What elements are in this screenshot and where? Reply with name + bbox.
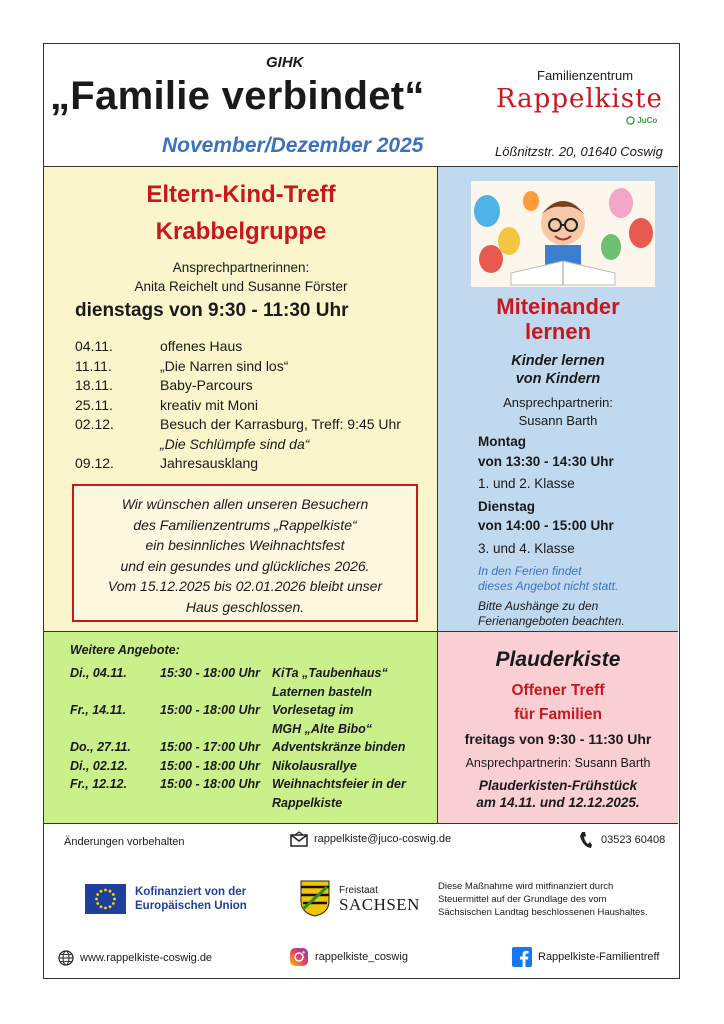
plauder-subtitle-1: Offener Treff	[511, 682, 605, 699]
notice-line: und ein gesundes und glückliches 2026.	[120, 557, 370, 574]
plauder-time: freitags von 9:30 - 11:30 Uhr	[464, 731, 652, 747]
juco-icon	[626, 116, 635, 125]
plauderkiste-section	[438, 632, 678, 824]
phone-contact[interactable]	[579, 831, 665, 849]
schedule-date: 18.11.	[75, 377, 113, 393]
funding-line: Diese Maßnahme wird mitfinanziert durch	[438, 881, 614, 892]
schedule-date	[75, 435, 160, 455]
schedule-text: offenes Haus	[160, 338, 243, 354]
notice-line: Haus geschlossen.	[185, 598, 305, 615]
schedule-row	[75, 357, 401, 377]
schedule-row	[75, 415, 401, 435]
krabbel-contact-label: Ansprechpartnerinnen:	[172, 260, 310, 275]
offer-date: Di., 02.12.	[70, 758, 128, 773]
monday-label: Montag	[478, 434, 526, 449]
child-reading-illustration	[471, 181, 655, 287]
eu-cofunding-logo	[85, 884, 247, 914]
krabbelgruppe-section	[44, 167, 438, 632]
rappelkiste-logo	[496, 84, 668, 130]
plauder-title: Plauderkiste	[495, 648, 621, 671]
offer-date	[70, 794, 160, 813]
eu-text	[135, 885, 247, 913]
holiday-note	[478, 564, 618, 594]
notice-line: Wir wünschen allen unseren Besuchern	[121, 496, 369, 512]
globe-icon	[58, 950, 74, 966]
lernen-sub-2: von Kindern	[515, 371, 601, 387]
krabbel-schedule	[75, 337, 401, 474]
breakfast-line: Plauderkisten-Frühstück	[478, 778, 638, 793]
monday-time: von 13:30 - 14:30 Uhr	[478, 454, 614, 469]
offer-date: Fr., 14.11.	[70, 703, 127, 717]
org-label: Familienzentrum	[537, 68, 634, 83]
monday-class: 1. und 2. Klasse	[478, 476, 575, 491]
plauder-breakfast	[438, 777, 678, 811]
offer-row	[70, 794, 406, 813]
header-kicker: GIHK	[266, 54, 304, 71]
logo-wordmark	[496, 84, 663, 114]
lernen-title-2: lernen	[524, 319, 592, 344]
lernen-sub-1: Kinder lernen	[511, 353, 605, 369]
facebook-link[interactable]	[512, 947, 659, 967]
offer-row	[70, 701, 406, 720]
krabbel-title-1: Eltern-Kind-Treff	[146, 181, 336, 208]
offer-row	[70, 720, 406, 739]
notice-line: Vom 15.12.2025 bis 02.01.2026 bleibt unser	[107, 578, 383, 594]
facebook-icon	[512, 947, 532, 967]
offer-row	[70, 683, 406, 702]
offer-activity: KiTa „Taubenhaus“	[272, 666, 388, 680]
eu-flag-icon	[85, 884, 126, 914]
juco-text: JuCo	[637, 116, 658, 125]
offer-activity: Rappelkiste	[272, 795, 343, 810]
saxony-small-text: Freistaat	[339, 885, 378, 896]
schedule-text: Baby-Parcours	[160, 377, 253, 393]
breakfast-line: am 14.11. und 12.12.2025.	[476, 795, 640, 810]
illustration-graphic	[471, 181, 655, 287]
offer-activity: Vorlesetag im	[272, 703, 354, 717]
offer-time: 15:00 - 18:00 Uhr	[160, 758, 261, 773]
plauder-subtitle-2: für Familien	[514, 706, 602, 723]
lernen-contact-label: Ansprechpartnerin:	[503, 395, 613, 410]
instagram-icon	[289, 947, 309, 967]
flyer-header	[44, 44, 678, 167]
email-address[interactable]: rappelkiste@juco-coswig.de	[314, 833, 452, 845]
krabbel-contact-names: Anita Reichelt und Susanne Förster	[134, 279, 348, 294]
address: Lößnitzstr. 20, 01640 Coswig	[495, 144, 663, 159]
offer-row	[70, 664, 406, 683]
plauder-contact: Ansprechpartnerin: Susann Barth	[465, 756, 651, 770]
weitere-list	[70, 664, 406, 812]
tuesday-class: 3. und 4. Klasse	[478, 541, 575, 556]
holiday-note-line: In den Ferien findet	[478, 564, 582, 578]
instagram-handle[interactable]: rappelkiste_coswig	[315, 951, 408, 963]
schedule-date: 11.11.	[75, 357, 112, 374]
schedule-date: 09.12.	[75, 455, 114, 471]
eu-stars	[85, 884, 126, 914]
saxony-coat-of-arms-icon	[299, 879, 331, 917]
website-url[interactable]: www.rappelkiste-coswig.de	[80, 952, 213, 964]
saxony-big-text: SACHSEN	[339, 895, 420, 914]
weitere-heading: Weitere Angebote:	[70, 643, 180, 657]
offer-row	[70, 775, 406, 794]
offer-activity: Adventskränze binden	[272, 740, 406, 754]
eu-text-line: Europäischen Union	[135, 900, 247, 912]
page-title: „Familie verbindet“	[50, 74, 425, 118]
funding-line: Steuermittel auf der Grundlage des vom	[438, 894, 607, 905]
notice-board-line: Bitte Aushänge zu den	[478, 599, 599, 613]
offer-time: 15:30 - 18:00 Uhr	[160, 666, 261, 680]
krabbel-title-2: Krabbelgruppe	[155, 218, 327, 245]
offer-time: 15:00 - 18:00 Uhr	[160, 777, 261, 791]
schedule-text: kreativ mit Moni	[160, 396, 259, 413]
offer-date: Di., 04.11.	[70, 666, 127, 680]
changes-note: Änderungen vorbehalten	[64, 836, 185, 848]
eu-text-line: Kofinanziert von der	[135, 886, 247, 898]
schedule-date: 25.11.	[75, 396, 113, 413]
notice-board-note	[478, 599, 625, 629]
offer-activity: Weihnachtsfeier in der	[272, 777, 406, 791]
offer-row	[70, 738, 406, 757]
schedule-row	[75, 337, 401, 357]
schedule-date: 04.11.	[75, 338, 113, 354]
tuesday-label: Dienstag	[478, 499, 536, 514]
holiday-notice	[72, 484, 418, 622]
schedule-date: 02.12.	[75, 416, 114, 432]
schedule-row	[75, 376, 401, 396]
juco-logo	[626, 116, 657, 125]
offer-activity: Nikolausrallye	[272, 758, 357, 773]
saxony-logo	[299, 879, 420, 917]
email-icon	[290, 831, 308, 847]
notice-line: des Familienzentrums „Rappelkiste“	[133, 516, 357, 533]
offer-date	[70, 720, 160, 739]
period-subtitle: November/Dezember 2025	[162, 134, 424, 157]
schedule-text: „Die Schlümpfe sind da“	[160, 435, 310, 452]
saxony-text	[339, 884, 420, 912]
offer-time	[160, 720, 272, 739]
schedule-text: Besuch der Karrasburg, Treff: 9:45 Uhr	[160, 416, 401, 432]
offer-time	[160, 794, 272, 813]
weitere-angebote-section	[44, 632, 438, 824]
schedule-text: Jahresausklang	[160, 455, 259, 471]
offer-date: Do., 27.11.	[70, 740, 131, 754]
facebook-page[interactable]: Rappelkiste-Familientreff	[538, 951, 660, 963]
notice-line: ein besinnliches Weihnachtsfest	[145, 537, 345, 553]
offer-activity: MGH „Alte Bibo“	[272, 721, 372, 736]
website-link[interactable]	[58, 950, 212, 966]
offer-date: Fr., 12.12.	[70, 777, 127, 791]
offer-row	[70, 757, 406, 776]
offer-time: 15:00 - 18:00 Uhr	[160, 703, 261, 717]
lernen-title-1: Miteinander	[496, 294, 620, 319]
phone-number[interactable]: 03523 60408	[601, 834, 666, 846]
instagram-link[interactable]	[289, 947, 408, 967]
offer-date	[70, 683, 160, 702]
schedule-row	[75, 454, 401, 474]
offer-activity: Laternen basteln	[272, 684, 373, 699]
offer-time	[160, 683, 272, 702]
offer-time: 15:00 - 17:00 Uhr	[160, 740, 261, 754]
funding-line: Sächsischen Landtag beschlossenen Haushaltes.	[438, 907, 648, 918]
holiday-note-line: dieses Angebot nicht statt.	[478, 579, 619, 593]
flyer-frame	[43, 43, 680, 979]
miteinander-lernen-section	[438, 167, 678, 632]
schedule-row	[75, 396, 401, 416]
notice-board-line: Ferienangeboten beachten.	[478, 614, 625, 628]
phone-icon	[579, 831, 593, 849]
schedule-text: „Die Narren sind los“	[160, 357, 289, 374]
schedule-row	[75, 435, 401, 455]
tuesday-time: von 14:00 - 15:00 Uhr	[478, 518, 614, 533]
krabbel-time: dienstags von 9:30 - 11:30 Uhr	[75, 300, 349, 321]
lernen-contact-name: Susann Barth	[518, 413, 598, 428]
email-contact[interactable]	[290, 831, 451, 847]
logo-wordmark-text: Rappelkiste	[496, 84, 663, 114]
funding-description	[438, 880, 648, 919]
